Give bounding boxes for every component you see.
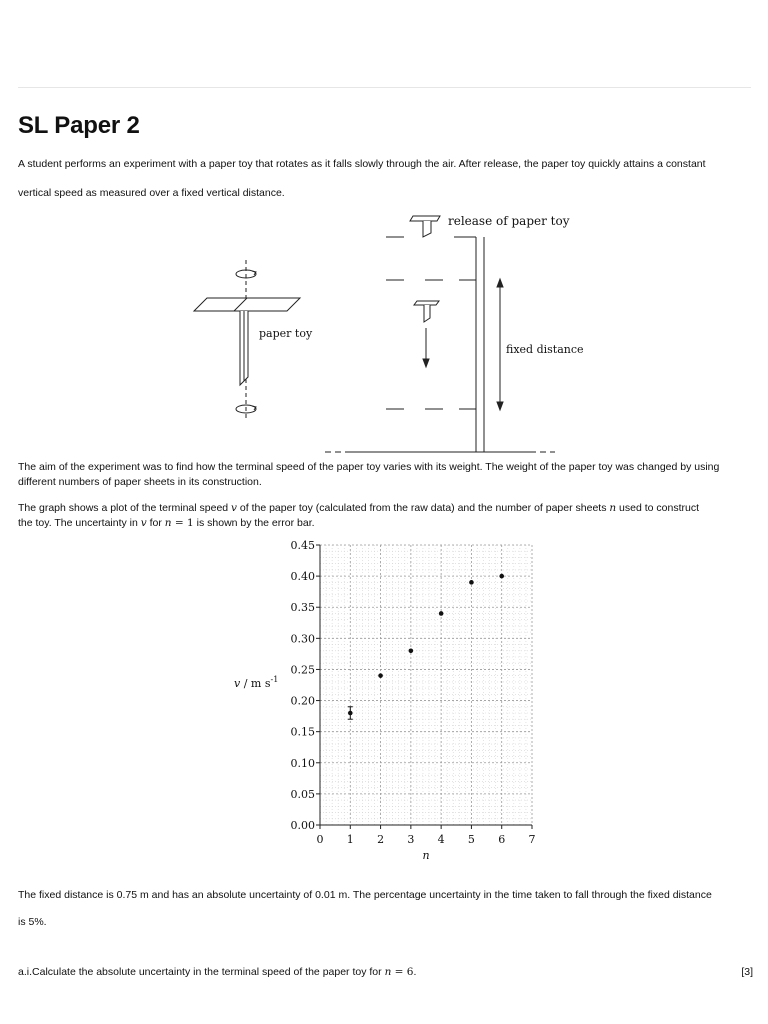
- x-axis-label: n: [422, 849, 430, 862]
- data-point: [378, 673, 383, 678]
- question-marks: [3]: [741, 966, 753, 978]
- data-point: [409, 648, 414, 653]
- x-tick-label: 5: [467, 833, 475, 846]
- x-tick-label: 6: [498, 833, 506, 846]
- x-tick-label: 7: [528, 833, 536, 846]
- data-point: [439, 611, 444, 616]
- y-tick-label: 0.00: [290, 819, 315, 832]
- y-tick-label: 0.10: [290, 756, 315, 770]
- label-fixed-distance: fixed distance: [506, 343, 584, 356]
- data-point: [469, 580, 474, 585]
- data-point: [348, 711, 353, 716]
- intro-line-1: A student performs an experiment with a paper toy that rotates as it falls slowly through the air. After release, the paper toy quickly attains a constant: [18, 158, 706, 170]
- x-tick-label: 0: [316, 833, 324, 846]
- y-tick-label: 0.40: [290, 570, 315, 584]
- x-tick-label: 4: [437, 833, 445, 846]
- y-tick-label: 0.45: [290, 539, 315, 552]
- y-tick-label: 0.25: [290, 663, 315, 677]
- y-axis-label: v / m $s^{-1}$: [234, 675, 279, 690]
- top-divider: [18, 87, 751, 88]
- label-paper-toy: paper toy: [259, 327, 313, 340]
- y-tick-label: 0.30: [290, 632, 315, 646]
- graph-description: The graph shows a plot of the terminal speed v of the paper toy (calculated from the raw data) and the number of paper sheets n used to construct the toy. The uncertainty in v for n = 1 is shown by the error bar.: [18, 502, 700, 529]
- x-tick-label: 3: [407, 833, 415, 846]
- fixed-info-line-1: The fixed distance is 0.75 m and has an absolute uncertainty of 0.01 m. The percentage uncertainty in the time taken to fall through the fixed distance: [18, 889, 712, 901]
- data-point: [499, 574, 504, 579]
- aim-paragraph: The aim of the experiment was to find how the terminal speed of the paper toy varies with its weight. The weight of the paper toy was changed by using different numbers of paper sheets in its construction.: [18, 461, 720, 488]
- terminal-speed-chart: [0, 530, 768, 865]
- experiment-diagram: [0, 205, 768, 457]
- question-label: a.i.: [18, 966, 33, 978]
- question-text: Calculate the absolute uncertainty in the terminal speed of the paper toy for: [32, 966, 385, 978]
- x-tick-label: 2: [377, 833, 385, 846]
- question-a-i: a.i.Calculate the absolute uncertainty in the terminal speed of the paper toy for n = 6. [3]: [18, 966, 753, 978]
- y-tick-label: 0.20: [290, 694, 315, 708]
- label-release: release of paper toy: [448, 214, 570, 228]
- y-tick-label: 0.15: [290, 725, 315, 739]
- y-tick-label: 0.05: [290, 787, 315, 801]
- page-title: SL Paper 2: [18, 112, 140, 139]
- y-tick-label: 0.35: [290, 601, 315, 615]
- fixed-info-line-2: is 5%.: [18, 916, 47, 928]
- intro-line-2: vertical speed as measured over a fixed vertical distance.: [18, 187, 285, 199]
- x-tick-label: 1: [346, 833, 354, 846]
